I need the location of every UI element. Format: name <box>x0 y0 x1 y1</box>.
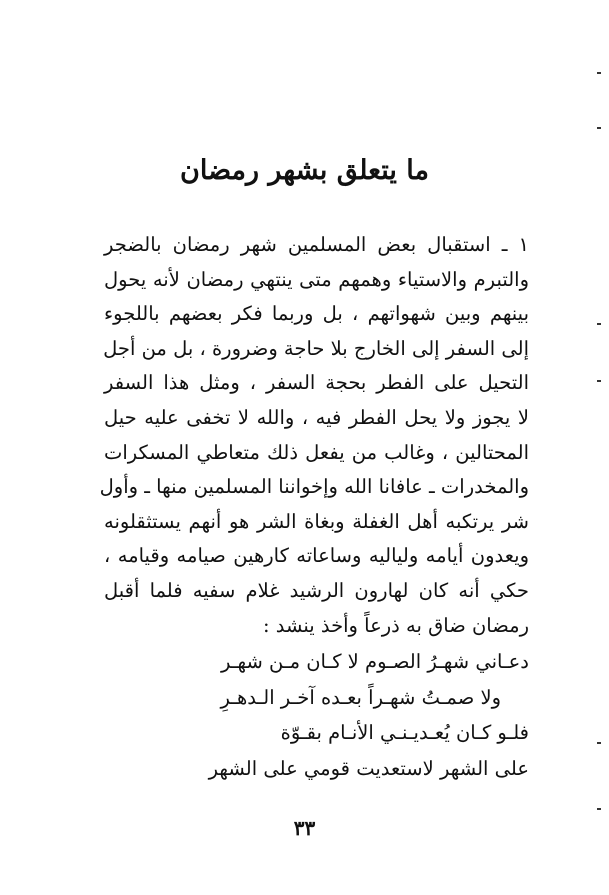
scan-edge-mark <box>597 127 601 129</box>
verse-line: فلـو كـان يُعـديـنـي الأنـام بقـوّة <box>280 721 529 744</box>
paragraph-line: بينهم وبين شهواتهم ، بل وربما فكر بعضهم باللجوء <box>104 302 529 326</box>
paragraph-line: ١ ـ استقبال بعض المسلمين شهر رمضان بالضجر <box>104 233 529 256</box>
scan-edge-mark <box>597 323 601 325</box>
paragraph-line: لا يجوز ولا يحل الفطر فيه ، والله لا تخفى عليه حيل <box>104 405 529 429</box>
paragraph-line: والمخدرات ـ عافانا الله وإخواننا المسلمين منها ـ وأول <box>99 475 529 499</box>
paragraph <box>99 228 529 643</box>
page-number: ٣٣ <box>293 816 316 840</box>
paragraph-line: ويعدون أيامه ولياليه وساعاته كارهين صيامه وقيامه ، <box>104 544 529 568</box>
scan-edge-mark <box>597 380 601 382</box>
paragraph-line: والتبرم والاستياء وهمهم متى ينتهي رمضان لأنه يحول <box>104 267 529 291</box>
scan-edge-mark <box>597 808 601 810</box>
page-title: ما يتعلق بشهر رمضان <box>180 155 429 186</box>
paragraph-line: رمضان ضاق به ذرعاً وأخذ ينشد : <box>262 613 529 637</box>
paragraph-line: حكي أنه كان لهارون الرشيد غلام سفيه فلما أقبل <box>104 578 529 602</box>
verse-line: على الشهر لاستعديت قومي على الشهر <box>208 757 529 780</box>
scan-edge-mark <box>597 742 601 744</box>
verse-line: ولا صمـتُ شهـراً بعـده آخـر الـدهـرِ <box>220 686 501 709</box>
paragraph-line: التحيل على الفطر بحجة السفر ، ومثل هذا السفر <box>104 371 529 395</box>
scan-edge-mark <box>597 72 601 74</box>
paragraph-line: إلى السفر إلى الخارج بلا حاجة وضرورة ، بل من أجل <box>103 336 529 360</box>
paragraph-line: شر يرتكبه أهل الغفلة وبغاة الشر هو أنهم يستثقلونه <box>104 509 529 533</box>
verse-line: دعـاني شهـرُ الصـوم لا كـان مـن شهـر <box>221 650 529 673</box>
paragraph-line: المحتالين ، وغالب من يفعل ذلك متعاطي المسكرات <box>104 440 529 464</box>
